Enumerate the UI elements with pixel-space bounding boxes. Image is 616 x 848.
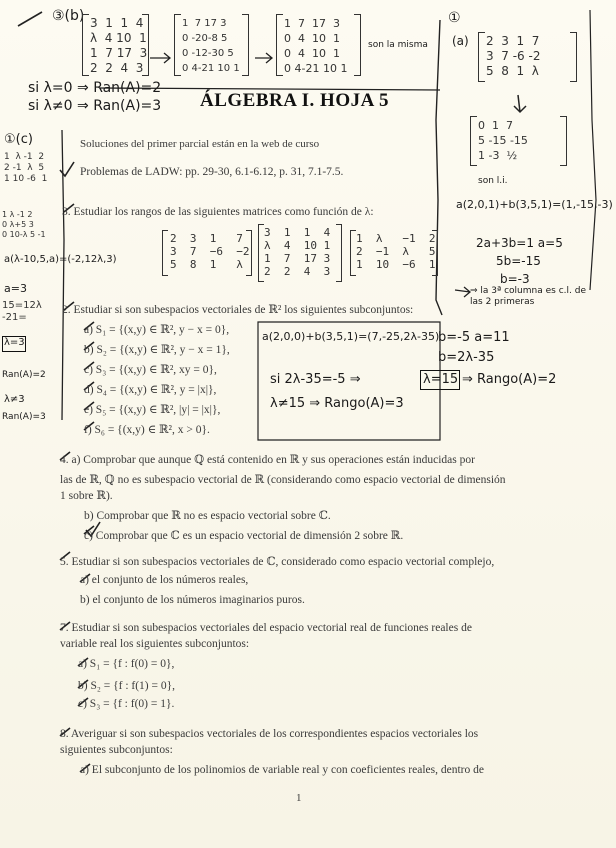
hw-son-li: son l.i. (478, 176, 508, 186)
hw-left-matrix-2: 1 λ -1 2 0 λ+5 3 0 10-λ 5 -1 (2, 210, 46, 239)
problem-8-line1: 8. Averiguar si son subespacios vectoriales de los correspondientes espacios vectoriales los (60, 728, 479, 740)
problem-4a-line3: 1 sobre ℝ). (60, 490, 113, 502)
hw-left-boxed: λ=3 (4, 337, 25, 348)
hw-eq3: b=-3 (500, 272, 530, 286)
hw-matrix-1: 3 1 1 4 λ 4 10 1 1 7 17 3 2 2 4 3 (90, 16, 148, 75)
problem-4c: c) Comprobar que ℂ es un espacio vectorial de dimensión 2 sobre ℝ. (84, 530, 404, 542)
note-ladw: Problemas de LADW: pp. 29-30, 6.1-6.12, p. 31, 7.1-7.5. (80, 166, 344, 178)
hw-left-matrix: 1 λ -1 2 2 -1 λ 5 1 10 -6 1 (4, 152, 48, 184)
hw-left-eq: 15=12λ -21= (2, 300, 42, 323)
page-title: ÁLGEBRA I. HOJA 5 (200, 90, 390, 111)
hw-mid-combo: a(2,0,0)+b(3,5,1)=(7,-25,2λ-35) (262, 330, 440, 343)
subset-s4: d) S₄ = {(x,y) ∈ ℝ², y = |x|}, (84, 384, 217, 396)
hw-left-ne: λ≠3 (4, 394, 25, 405)
problem-4a-line1: 4. a) Comprobar que aunque ℚ está contenido en ℝ y sus operaciones están inducidas por (60, 454, 475, 466)
problem-3-text: 3. Estudiar los rangos de las siguientes matrices como función de λ: (62, 206, 374, 218)
hw-mid-boxed: λ=15 (423, 372, 459, 387)
hw-matrix-reduced: 0 1 7 5 -15 -15 1 -3 ½ (478, 119, 528, 162)
hw-mid-rango: ⇒ Rango(A)=2 (462, 372, 557, 387)
bracket-left (174, 14, 181, 76)
problem-4b: b) Comprobar que ℝ no es espacio vectorial sobre ℂ. (84, 510, 331, 522)
problem-7-line1: 7. Estudiar si son subespacios vectoriales del espacio vectorial real de funciones reales de (60, 622, 472, 634)
hw-same: son la misma (368, 40, 428, 50)
problem-7-line2: variable real los siguientes subconjuntos: (60, 638, 250, 650)
hw-mid-si: si 2λ-35=-5 ⇒ (270, 372, 361, 387)
hw-matrix-3: 1 7 17 3 0 4 10 1 0 4 10 1 0 4-21 10 1 (284, 17, 348, 75)
matrix-bracket (432, 230, 438, 276)
matrix-a: 2 3 1 7 3 7 −6 −2 5 8 1 λ (170, 232, 250, 271)
bracket-left (478, 32, 485, 82)
hw-label-1c: ①(c) (4, 132, 33, 147)
function-subset-s1: a) S₁ = {f : f(0) = 0}, (78, 658, 175, 670)
hw-lambda-zero: si λ=0 ⇒ Ran(A)=2 (28, 80, 162, 96)
hw-matrix-2: 1 7 17 3 0 -20-8 5 0 -12-30 5 0 4-21 10 1 (182, 18, 240, 74)
hw-mid-b2: b=2λ-35 (438, 350, 495, 365)
hw-combo-right: a(2,0,1)+b(3,5,1)=(1,-15,-3) (456, 198, 613, 211)
matrix-bracket (336, 224, 342, 282)
hw-lambda-nonzero: si λ≠0 ⇒ Ran(A)=3 (28, 98, 162, 114)
matrix-bracket (162, 230, 168, 276)
hw-matrix-right: 2 3 1 7 3 7 -6 -2 5 8 1 λ (486, 34, 541, 78)
hw-left-combo: a(λ-10,5,a)=(-2,12λ,3) (4, 254, 117, 265)
problem-8-line2: siguientes subconjuntos: (60, 744, 173, 756)
bracket-right (354, 14, 361, 76)
bracket-right (560, 116, 567, 166)
problem-8a: a) El subconjunto de los polinomios de variable real y con coeficientes reales, dentro de (80, 764, 484, 776)
hw-label-3b: ③(b) (52, 8, 85, 24)
note-solutions: Soluciones del primer parcial están en la web de curso (80, 138, 320, 150)
bracket-left (82, 14, 89, 76)
problem-4a-line2: las de ℝ, ℚ no es subespacio vectorial de ℝ (considerando como espacio vectorial de dimensión (60, 474, 506, 486)
subset-s1: a) S₁ = {(x,y) ∈ ℝ², y − x = 0}, (84, 324, 230, 336)
hw-label-1a: (a) (452, 34, 469, 48)
hw-left-ran: Ran(A)=2 (2, 370, 46, 380)
problem-5-text: 5. Estudiar si son subespacios vectoriales de ℂ, considerado como espacio vectorial complejo, (60, 556, 495, 568)
problem-5a: a) el conjunto de los números reales, (80, 574, 249, 586)
problem-2-text: 2. Estudiar si son subespacios vectoriales de ℝ² los siguientes subconjuntos: (62, 304, 414, 316)
problem-5b: b) el conjunto de los números imaginarios puros. (80, 594, 305, 606)
hw-left-a3: a=3 (4, 282, 27, 295)
subset-s5: e) S₅ = {(x,y) ∈ ℝ², |y| = |x|}, (84, 404, 221, 416)
matrix-c: 1 λ −1 2 2 −1 λ 5 1 10 −6 1 (356, 232, 436, 271)
bracket-left (276, 14, 283, 76)
function-subset-s2: b) S₂ = {f : f(1) = 0}, (78, 680, 176, 692)
subset-s3: c) S₃ = {(x,y) ∈ ℝ², xy = 0}, (84, 364, 217, 376)
matrix-bracket (246, 230, 252, 276)
matrix-b: 3 1 1 4 λ 4 10 1 1 7 17 3 2 2 4 3 (264, 226, 331, 278)
hw-mid-ne: λ≠15 ⇒ Rango(A)=3 (270, 396, 404, 411)
hw-eq2: 5b=-15 (496, 254, 541, 268)
subset-s6: f) S₆ = {(x,y) ∈ ℝ², x > 0}. (84, 424, 210, 436)
hw-label-1: ① (448, 10, 461, 26)
bracket-right (242, 14, 249, 76)
bracket-left (470, 116, 477, 166)
bracket-right (570, 32, 577, 82)
hw-conclusion: ⇒ la 3ª columna es c.l. de las 2 primeras (470, 286, 586, 307)
hw-left-ran3: Ran(A)=3 (2, 412, 46, 422)
bracket-right (142, 14, 149, 76)
hw-mid-b: b=-5 a=11 (438, 330, 510, 345)
function-subset-s3: c) S₃ = {f : f(0) = 1}. (78, 698, 175, 710)
subset-s2: b) S₂ = {(x,y) ∈ ℝ², y − x = 1}, (84, 344, 230, 356)
hw-eq1: 2a+3b=1 a=5 (476, 236, 563, 250)
page-number: 1 (296, 792, 302, 804)
